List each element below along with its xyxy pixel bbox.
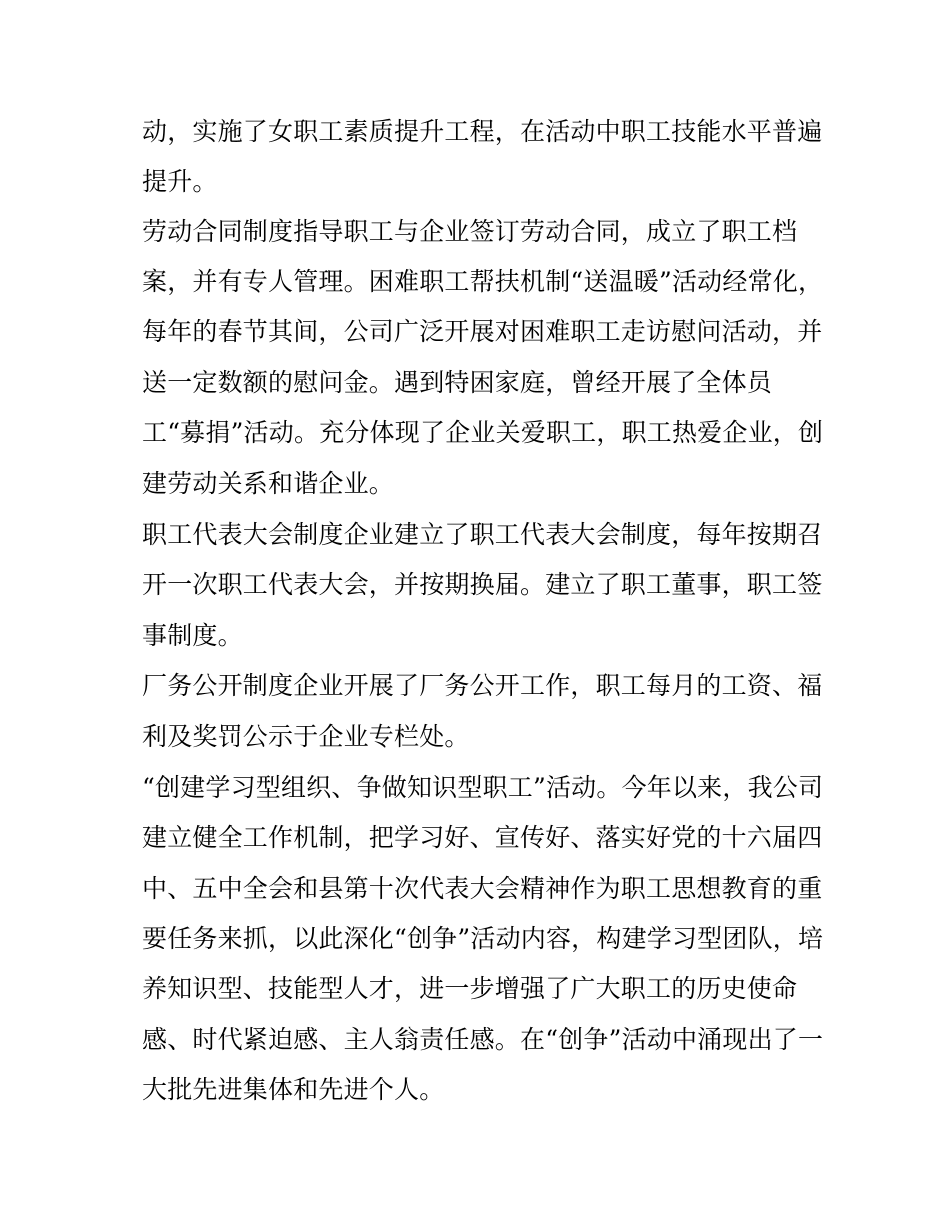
text-line: 养知识型、技能型人才，进一步增强了广大职工的历史使命 xyxy=(142,974,798,1003)
text-line: 送一定数额的慰问金。遇到特困家庭，曾经开展了全体员 xyxy=(142,368,773,397)
text-line: 开一次职工代表大会，并按期换届。建立了职工董事，职工签 xyxy=(142,570,823,599)
text-line: 大批先进集体和先进个人。 xyxy=(142,1075,445,1104)
text-line: 感、时代紧迫感、主人翁责任感。在“创争”活动中涌现出了一 xyxy=(142,1025,824,1054)
text-line: 动，实施了女职工素质提升工程，在活动中职工技能水平普遍 xyxy=(142,117,823,146)
text-line: 工“募捐”活动。充分体现了企业关爱职工，职工热爱企业，创 xyxy=(142,418,824,447)
text-line: 厂务公开制度企业开展了厂务公开工作，职工每月的工资、福 xyxy=(142,671,823,700)
text-line: 要任务来抓，以此深化“创争”活动内容，构建学习型团队，培 xyxy=(142,924,824,953)
text-line: 利及奖罚公示于企业专栏处。 xyxy=(142,722,470,751)
text-line: 中、五中全会和县第十次代表大会精神作为职工思想教育的重 xyxy=(142,874,823,903)
text-line: “创建学习型组织、争做知识型职工”活动。今年以来，我公司 xyxy=(142,773,824,802)
text-line: 案，并有专人管理。困难职工帮扶机制“送温暖”活动经常化， xyxy=(142,267,824,296)
text-line: 职工代表大会制度企业建立了职工代表大会制度，每年按期召 xyxy=(142,520,823,549)
text-line: 建立健全工作机制，把学习好、宣传好、落实好党的十六届四 xyxy=(142,823,823,852)
text-line: 建劳动关系和谐企业。 xyxy=(142,469,395,498)
text-line: 事制度。 xyxy=(142,621,243,650)
text-line: 每年的春节其间，公司广泛开展对困难职工走访慰问活动，并 xyxy=(142,317,823,346)
text-line: 劳动合同制度指导职工与企业签订劳动合同，成立了职工档 xyxy=(142,217,798,246)
text-line: 提升。 xyxy=(142,167,218,196)
